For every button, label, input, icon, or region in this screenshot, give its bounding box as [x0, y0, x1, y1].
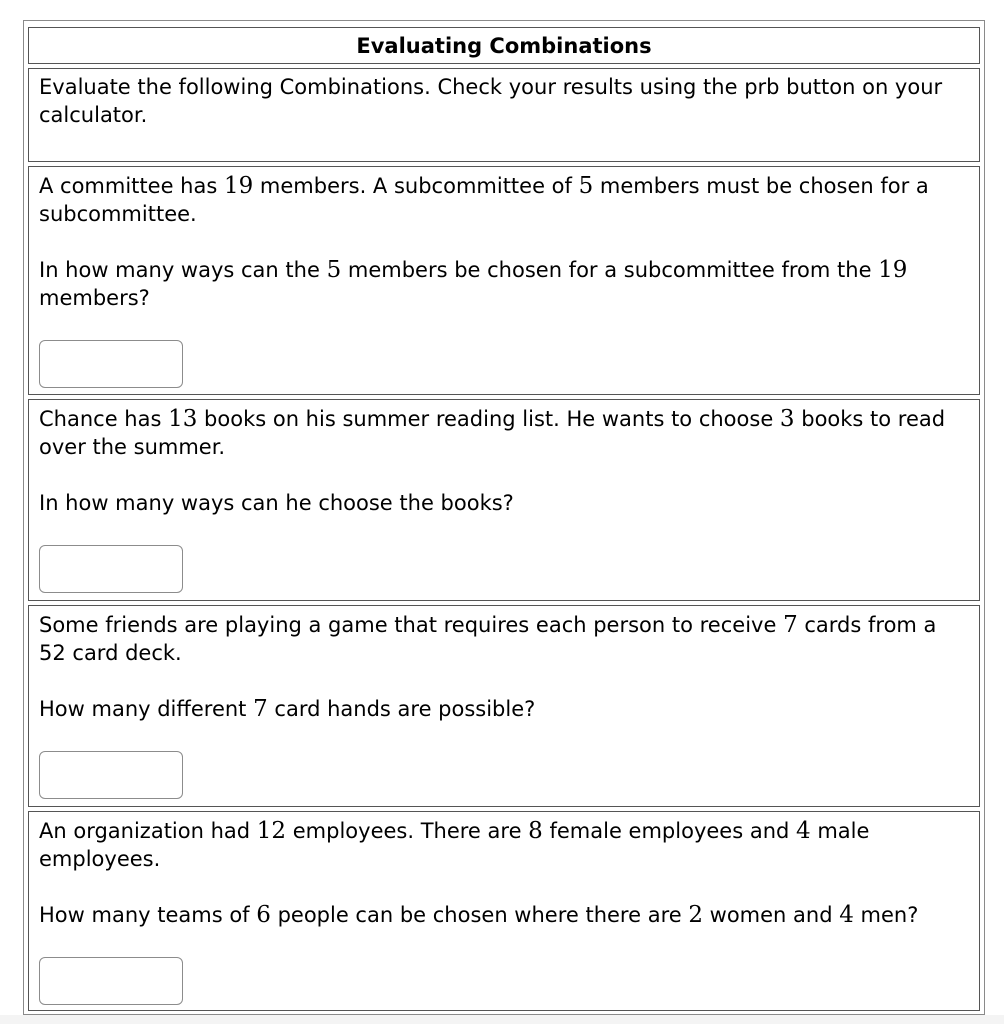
question-2-statement: Chance has 13 books on his summer reading list. He wants to choose 3 books to read over the summer.: [39, 406, 946, 459]
question-1-statement: A committee has 19 members. A subcommittee of 5 members must be chosen for a subcommittee.: [39, 173, 929, 226]
question-2-prompt: In how many ways can he choose the books?: [39, 491, 514, 515]
worksheet-title: Evaluating Combinations: [28, 27, 980, 64]
question-2-cell: [28, 399, 980, 601]
instructions-cell: [28, 68, 980, 162]
question-4-prompt: How many teams of 6 people can be chosen where there are 2 women and 4 men?: [39, 902, 919, 928]
worksheet-table: [23, 20, 985, 1015]
question-1-prompt: In how many ways can the 5 members be chosen for a subcommittee from the 19 members?: [39, 257, 908, 310]
question-1-answer-input[interactable]: [39, 340, 183, 388]
bottom-strip: [0, 1015, 1004, 1024]
question-2-answer-input[interactable]: [39, 545, 183, 593]
question-3-prompt: How many different 7 card hands are possible?: [39, 696, 536, 722]
instructions-text: Evaluate the following Combinations. Check your results using the prb button on your calculator.: [39, 75, 943, 127]
question-3-statement: Some friends are playing a game that requires each person to receive 7 cards from a 52 card deck.: [39, 612, 937, 665]
question-4-cell: [28, 811, 980, 1011]
question-4-answer-input[interactable]: [39, 957, 183, 1005]
question-3-cell: [28, 605, 980, 807]
question-4-statement: An organization had 12 employees. There are 8 female employees and 4 male employees.: [39, 818, 870, 871]
question-1-cell: [28, 166, 980, 395]
question-3-answer-input[interactable]: [39, 751, 183, 799]
